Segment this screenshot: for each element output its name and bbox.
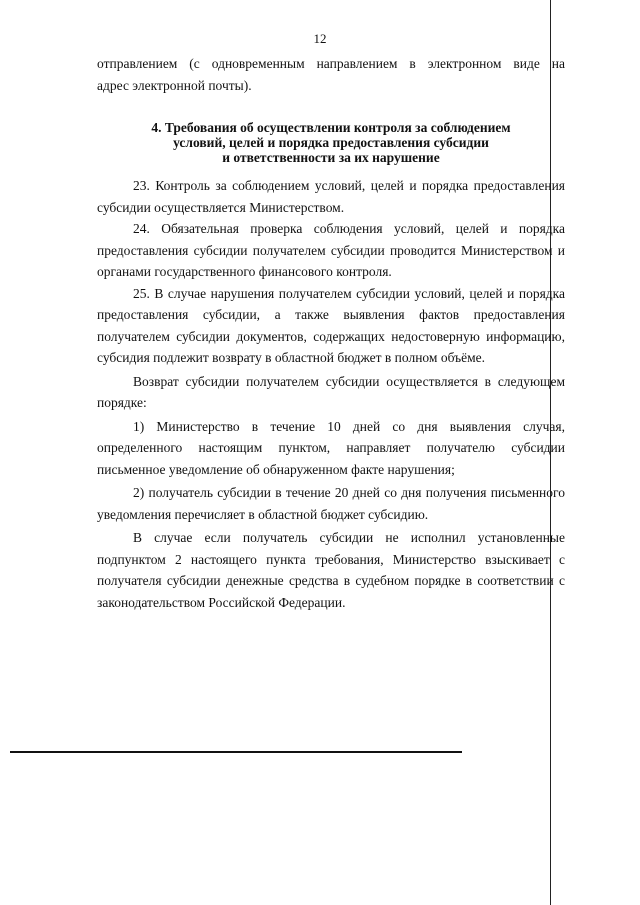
section-heading	[97, 120, 565, 165]
continuation-text	[97, 53, 565, 96]
paragraph-return-intro: Возврат субсидии получателем субсидии осуществляется в следующем порядке:	[97, 373, 565, 410]
paragraph-23: 23. Контроль за соблюдением условий, целей и порядка предоставления субсидии осуществляется Министерством.	[97, 178, 565, 215]
bottom-rule	[10, 751, 462, 753]
page-number: 12	[313, 31, 327, 46]
continuation-line-1: отправлением (с одновременным направлением в электронном виде на	[97, 56, 565, 71]
paragraph-25: 25. В случае нарушения получателем субсидии условий, целей и порядка предоставления субсидии, а также выявления фактов предоставления получателем субсидии документов, содержащих недостоверную информацию, субсидия подлежит возврату в областной бюджет в полном объёме.	[97, 285, 565, 365]
heading-line-3: и ответственности за их нарушение	[222, 150, 440, 165]
continuation-line-2: адрес электронной почты).	[97, 77, 252, 93]
paragraph-final: В случае если получатель субсидии не исполнил установленные подпунктом 2 настоящего пункта требования, Министерство взыскивает с получателя субсидии денежные средства в судебном порядке в соответствии с законодательством Российской Федерации.	[97, 530, 565, 610]
paragraph-24: 24. Обязательная проверка соблюдения условий, целей и порядка предоставления субсидии получателем субсидии проводится Министерством и органами государственного финансового контроля.	[97, 221, 565, 279]
list-item-1: 1) Министерство в течение 10 дней со дня выявления случая, определенного настоящим пунктом, направляет получателю субсидии письменное уведомление об обнаруженном факте нарушения;	[97, 418, 565, 477]
heading-line-2: условий, целей и порядка предоставления субсидии	[173, 135, 489, 150]
heading-line-1: 4. Требования об осуществлении контроля за соблюдением	[151, 120, 511, 135]
list-item-2: 2) получатель субсидии в течение 20 дней со дня получения письменного уведомления перечисляет в областной бюджет субсидию.	[97, 485, 565, 522]
section-body	[97, 175, 565, 613]
